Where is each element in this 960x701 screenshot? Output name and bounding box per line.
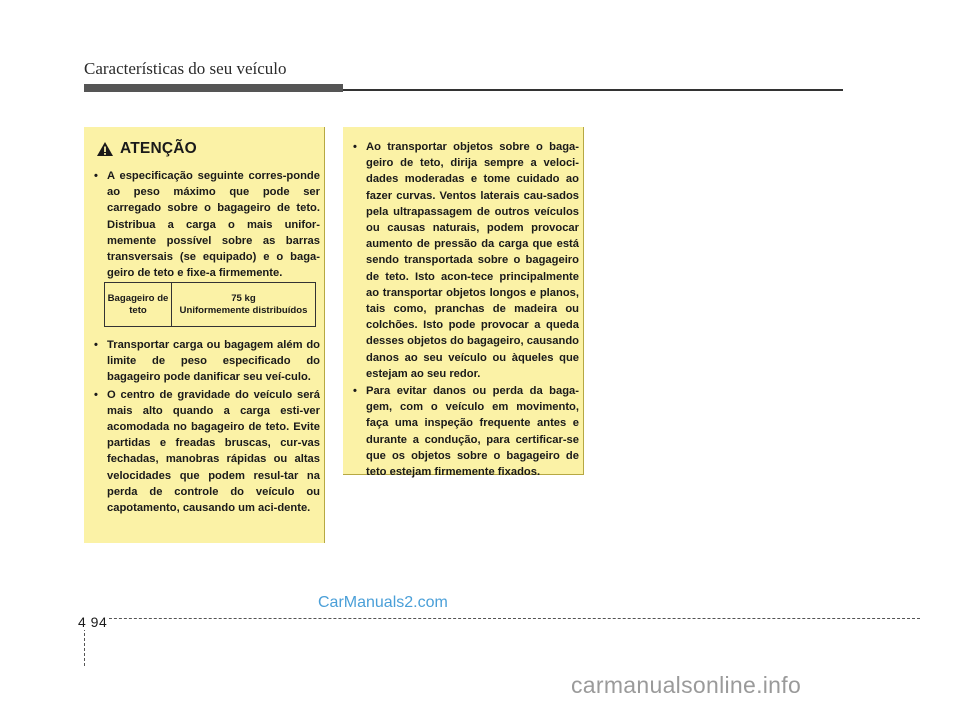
watermark-carmanualsonline[interactable]: carmanualsonline.info bbox=[571, 672, 802, 698]
footer-dashed-rule bbox=[84, 618, 920, 619]
warning-bullets-bottom bbox=[92, 337, 320, 517]
warning-bullets-top bbox=[92, 168, 320, 282]
list-item: • Transportar carga ou bagagem além do limite de peso especificado do bagageiro pode danificar seu veí-culo. bbox=[94, 339, 320, 384]
list-item: • Ao transportar objetos sobre o baga-geiro de teto, dirija sempre a veloci-dades moderadas e tome cuidado ao fazer curvas. Ventos laterais cau-sados pela ultrapassagem de outros veículos ou causas naturais, podem provocar aumento de pressão da carga que está sendo transportada sobre o bagageiro de teto. Isto acon-tece principalmente ao transportar objetos longos e planos, tais como, pranchas de madeira ou colchões. Isto pode provocar a queda desses objetos do bagageiro, causando danos ao seu veículo ou àqueles que estejam ao seu redor. bbox=[353, 141, 579, 380]
page-header-title: Características do seu veículo bbox=[84, 59, 287, 78]
list-item: • O centro de gravidade do veículo será mais alto quando a carga esti-ver acomodada no bagageiro de teto. Evite partidas e freadas bruscas, cur-vas fechadas, manobras rápidas ou altas velocidades que podem resul-tar na perda de controle do veículo ou capotamento, causando um aci-dente. bbox=[94, 388, 320, 515]
header-rule-thin bbox=[343, 89, 843, 91]
watermark-carmanuals2[interactable]: CarManuals2.com bbox=[318, 594, 448, 611]
load-limit-table bbox=[104, 282, 316, 327]
warning-title: ATENÇÃO bbox=[120, 140, 197, 157]
header-rule-thick bbox=[84, 84, 343, 92]
warning-box bbox=[84, 127, 325, 543]
info-box bbox=[343, 127, 584, 479]
table-value-cell: 75 kg Uniformemente distribuídos bbox=[179, 292, 308, 316]
warning-triangle-icon bbox=[96, 141, 114, 157]
table-label-cell: Bagageiro de teto bbox=[105, 283, 172, 326]
list-item: • A especificação seguinte corres-ponde ao peso máximo que pode ser carregado sobre o bagageiro de teto. Distribua a carga o mais unifor-memente possível sobre as barras transversais (se equipado) e o baga-geiro de teto e fixe-a firmemente. bbox=[94, 170, 320, 280]
warning-heading bbox=[96, 140, 197, 158]
info-bullets bbox=[351, 139, 579, 481]
list-item: • Para evitar danos ou perda da baga-gem, com o veículo em movimento, faça uma inspeção frequente antes e durante a condução, para certificar-se que os objetos sobre o bagageiro de teto estejam firmemente fixados. bbox=[353, 385, 579, 479]
page-number: 4 94 bbox=[78, 614, 108, 630]
